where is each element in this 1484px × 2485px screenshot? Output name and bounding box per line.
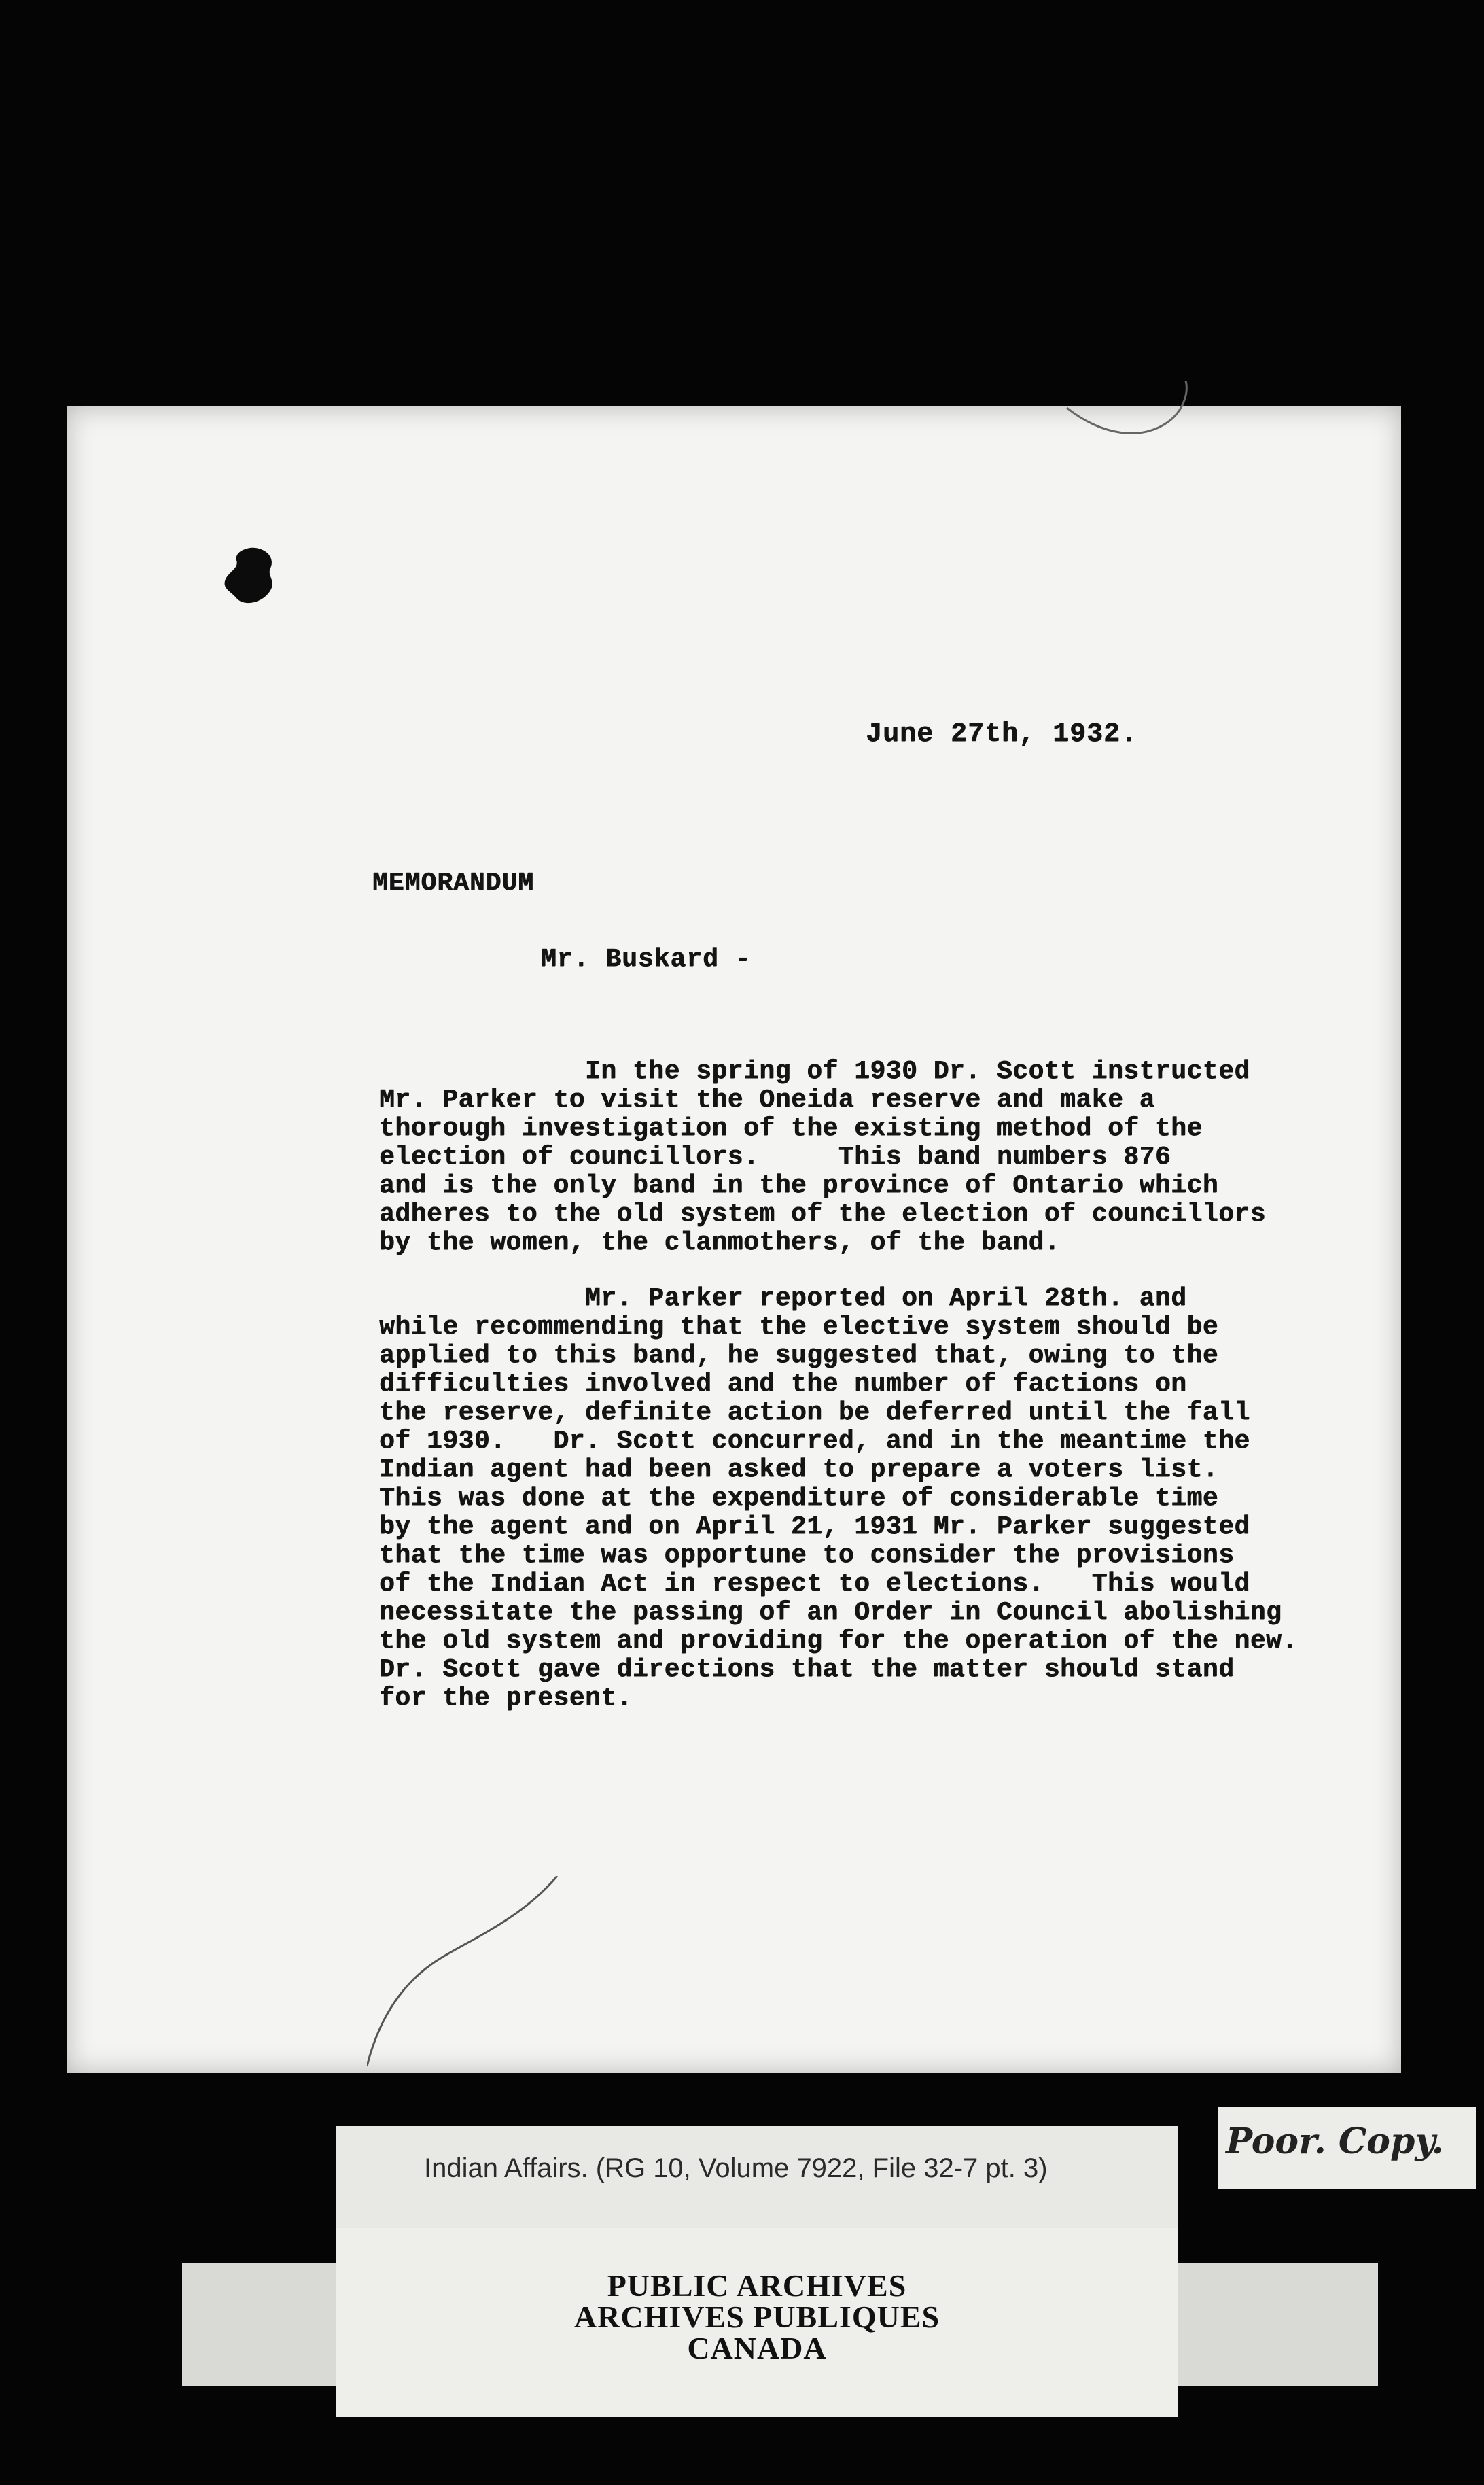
top-crease — [1060, 381, 1196, 462]
text-line: of the Indian Act in respect to elections. This would — [379, 1569, 1250, 1599]
memo-heading: MEMORANDUM — [372, 869, 535, 898]
text-line: Mr. Parker to visit the Oneida reserve and make a — [379, 1085, 1155, 1115]
text-line: election of councillors. This band numbers 876 — [379, 1143, 1171, 1172]
ink-blot — [216, 541, 291, 616]
memo-paragraph-1 — [379, 1058, 1266, 1257]
handwritten-note: Poor. Copy. — [1226, 2121, 1444, 2162]
memo-paragraph-2 — [379, 1285, 1298, 1713]
text-line: the reserve, definite action be deferred until the fall — [379, 1398, 1250, 1427]
text-line: difficulties involved and the number of factions on — [379, 1370, 1187, 1399]
text-line: of 1930. Dr. Scott concurred, and in the meantime the — [379, 1427, 1250, 1456]
memo-addressee: Mr. Buskard - — [541, 945, 752, 974]
text-line: Dr. Scott gave directions that the matter should stand — [379, 1655, 1235, 1684]
text-line: while recommending that the elective system should be — [379, 1313, 1219, 1342]
text-line: the old system and providing for the operation of the new. — [379, 1627, 1298, 1656]
text-line: This was done at the expenditure of considerable time — [379, 1484, 1219, 1513]
text-line: applied to this band, he suggested that, owing to the — [379, 1341, 1219, 1370]
text-line: In the spring of 1930 Dr. Scott instructed — [379, 1057, 1250, 1086]
text-line: Mr. Parker reported on April 28th. and — [379, 1284, 1187, 1313]
citation-text: Indian Affairs. (RG 10, Volume 7922, File 32-7 pt. 3) — [424, 2153, 1048, 2183]
text-line: by the agent and on April 21, 1931 Mr. Parker suggested — [379, 1512, 1250, 1542]
text-line: Indian agent had been asked to prepare a voters list. — [379, 1455, 1219, 1484]
text-line: thorough investigation of the existing method of the — [379, 1114, 1203, 1143]
archive-line-3: CANADA — [687, 2331, 827, 2365]
archive-line-1: PUBLIC ARCHIVES — [607, 2268, 907, 2303]
text-line: necessitate the passing of an Order in Council abolishing — [379, 1598, 1282, 1627]
archive-line-2: ARCHIVES PUBLIQUES — [573, 2299, 940, 2334]
text-line: for the present. — [379, 1684, 633, 1713]
paper-crease — [367, 1876, 571, 2080]
text-line: and is the only band in the province of Ontario which — [379, 1171, 1219, 1200]
text-line: adheres to the old system of the election of councillors — [379, 1200, 1267, 1229]
text-line: by the women, the clanmothers, of the band. — [379, 1228, 1061, 1257]
text-line: that the time was opportune to consider the provisions — [379, 1541, 1235, 1570]
memo-date: June 27th, 1932. — [866, 719, 1138, 750]
